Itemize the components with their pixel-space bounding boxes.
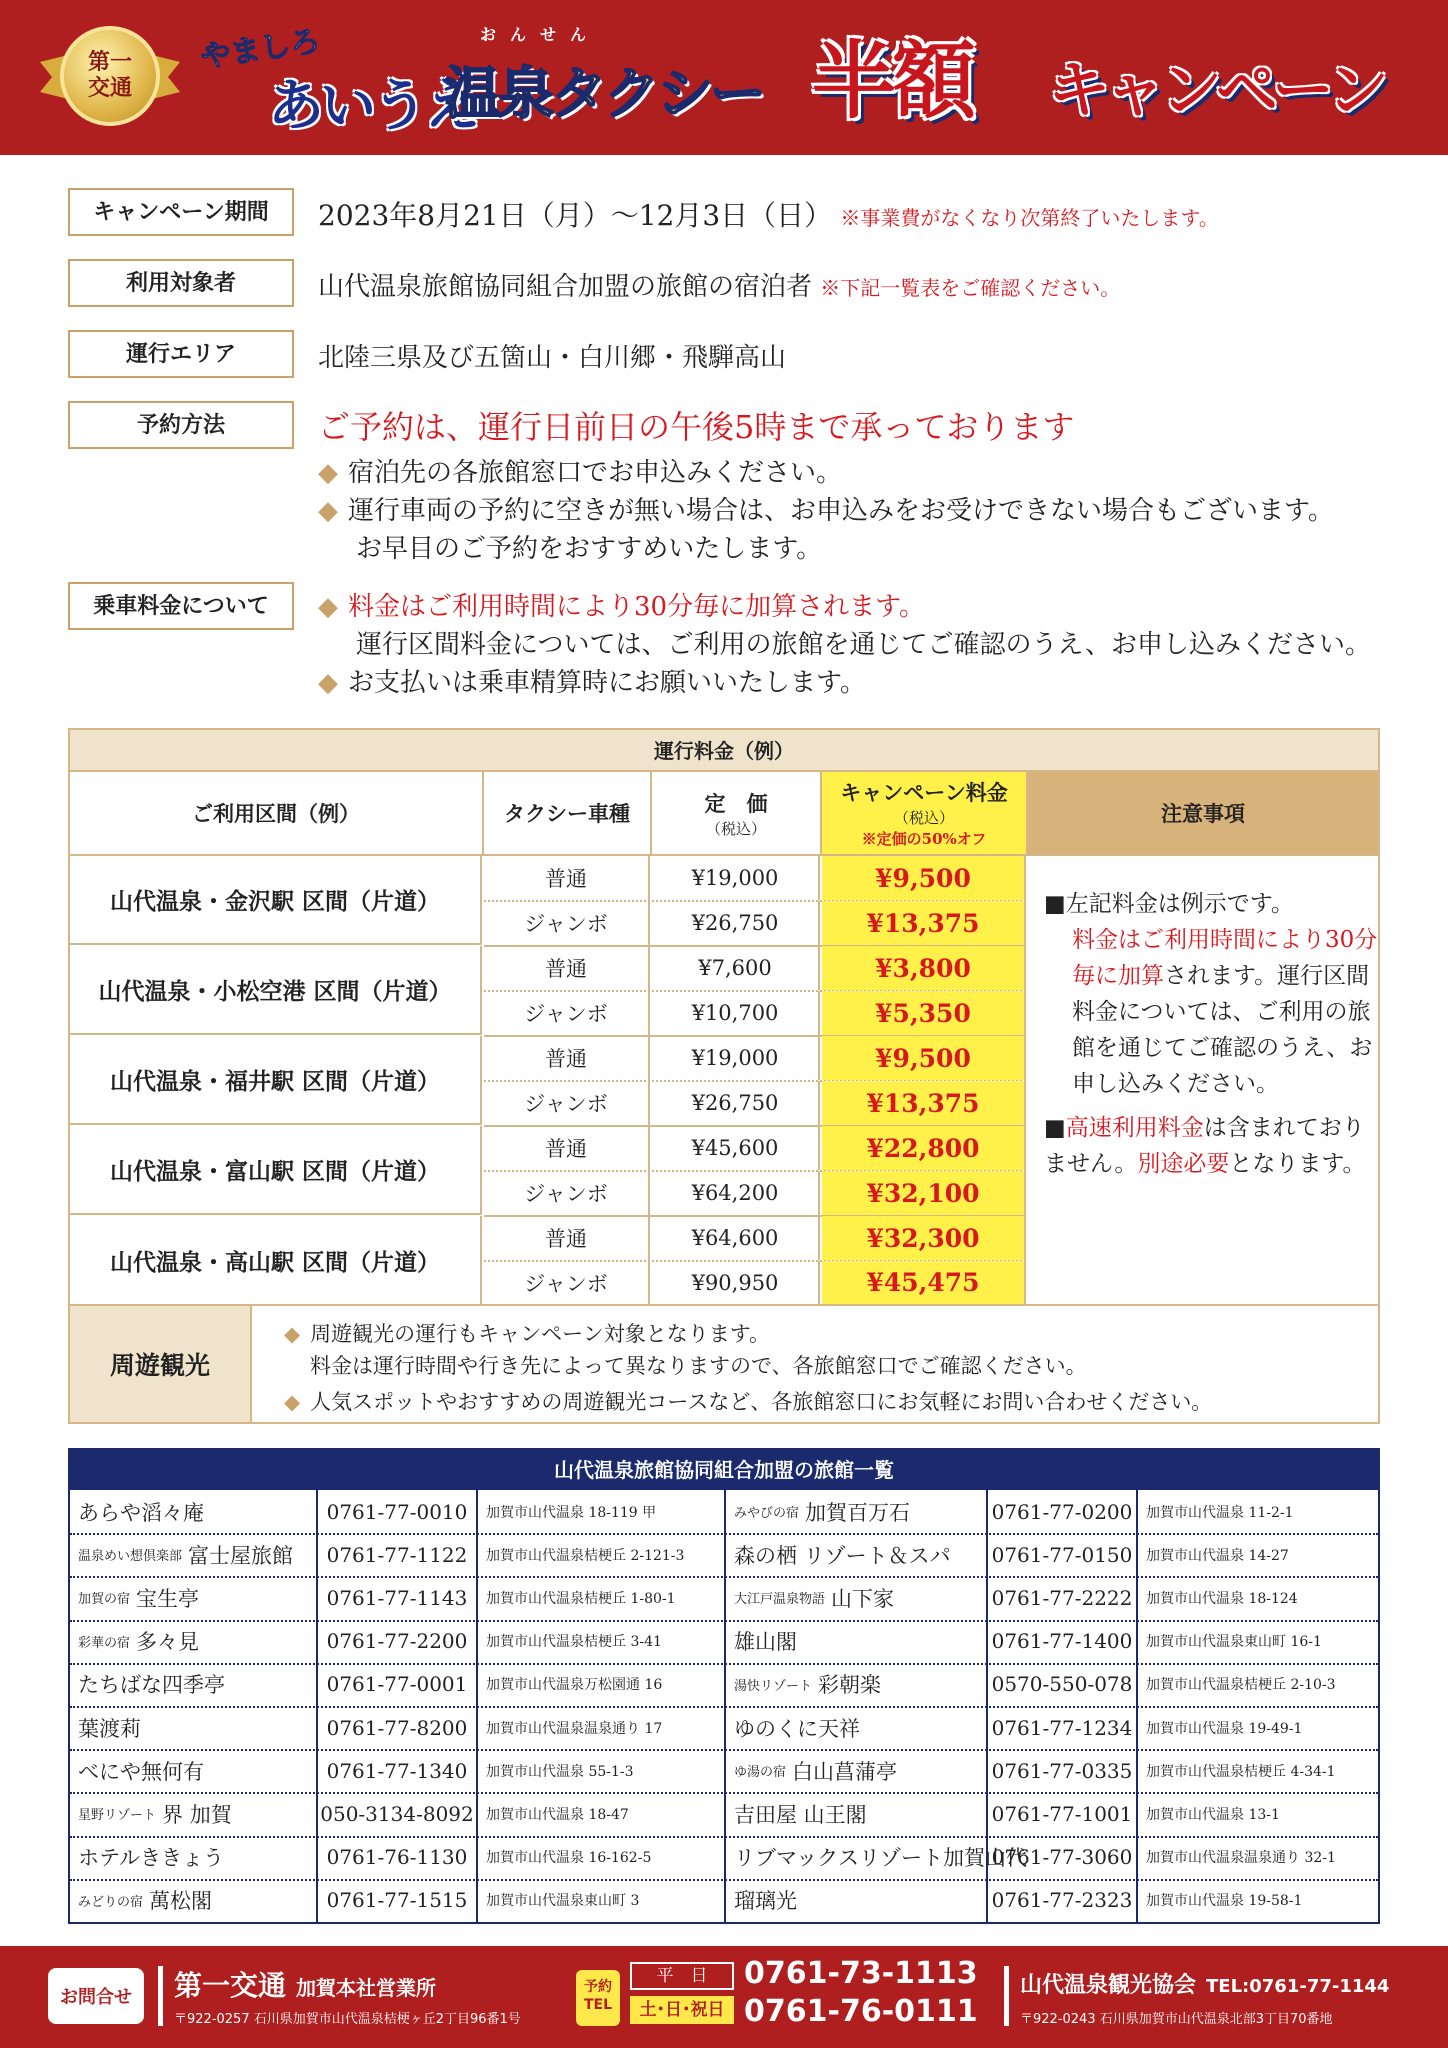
col-notes: 注意事項 xyxy=(1028,772,1378,854)
inn-name-prefix: 星野リゾート xyxy=(78,1808,157,1824)
reserve-heading: ご予約は、運行日前日の午後5時まで承っております xyxy=(318,408,1075,446)
association-address: 〒922-0243 石川県加賀市山代温泉北部3丁目70番地 xyxy=(1020,2012,1333,2027)
daiichi-kotsu-badge xyxy=(40,22,180,132)
inn-name-text: ゆのくに天祥 xyxy=(734,1716,860,1741)
diamond-icon: ◆ xyxy=(284,1390,301,1414)
campaign-price-cell: ¥9,500 xyxy=(822,1036,1026,1080)
inn-address: 加賀市山代温泉 14-27 xyxy=(1146,1547,1289,1564)
inn-list-title: 山代温泉旅館協同組合加盟の旅館一覧 xyxy=(70,1450,1378,1490)
diamond-icon: ◆ xyxy=(318,668,338,698)
campaign-price-cell: ¥22,800 xyxy=(822,1126,1026,1170)
route-cell: 山代温泉・金沢駅 区間（片道） xyxy=(70,856,482,945)
type-cell: ジャンボ xyxy=(484,901,650,945)
target-text: 山代温泉旅館協同組合加盟の旅館の宿泊者 xyxy=(318,272,813,302)
inn-address: 加賀市山代温泉 19-58-1 xyxy=(1146,1893,1303,1910)
inn-name xyxy=(726,1533,986,1576)
tour-section xyxy=(70,1304,1378,1422)
inn-tel[interactable]: 0761-77-2323 xyxy=(991,1888,1133,1913)
price-cell: ¥10,700 xyxy=(652,991,820,1035)
inn-tel[interactable]: 050-3134-8092 xyxy=(320,1801,474,1826)
campaign-price-cell: ¥9,500 xyxy=(822,856,1026,900)
period-note: ※事業費がなくなり次第終了いたします。 xyxy=(840,206,1219,230)
campaign-price-cell: ¥45,475 xyxy=(822,1261,1026,1304)
price-cell: ¥90,950 xyxy=(652,1261,820,1305)
inn-name xyxy=(726,1576,986,1619)
inn-address: 加賀市山代温泉 16-162-5 xyxy=(486,1850,652,1867)
inn-row-divider xyxy=(70,1879,1378,1881)
inn-address: 加賀市山代温泉温泉通り 17 xyxy=(486,1720,663,1737)
footer xyxy=(0,1946,1448,2048)
fare-bullet-1b: 運行区間料金については、ご利用の旅館を通じてご確認のうえ、お申し込みください。 xyxy=(356,630,1372,660)
inn-name-text: 森の栖 リゾート＆スパ xyxy=(734,1543,951,1568)
fare-table-title: 運行料金（例） xyxy=(70,730,1378,772)
inn-name-prefix: 彩華の宿 xyxy=(78,1635,131,1651)
inn-name-prefix: 湯快リゾート xyxy=(734,1678,813,1694)
inn-name-text: 葉渡莉 xyxy=(78,1716,141,1741)
fare-info-label: 乗車料金について xyxy=(68,582,294,630)
target-label: 利用対象者 xyxy=(68,259,294,307)
inn-row-divider xyxy=(70,1792,1378,1794)
inn-list-body xyxy=(70,1490,1378,1922)
area-text: 北陸三県及び五箇山・白川郷・飛騨高山 xyxy=(318,343,787,373)
inn-tel[interactable]: 0761-77-0200 xyxy=(991,1499,1133,1524)
route-cell: 山代温泉・小松空港 区間（片道） xyxy=(70,946,482,1035)
inn-address: 加賀市山代温泉 55-1-3 xyxy=(486,1763,634,1780)
fare-table xyxy=(68,728,1380,1424)
fare-table-body xyxy=(70,856,1378,1304)
inn-tel[interactable]: 0761-77-2200 xyxy=(326,1629,468,1654)
inn-name xyxy=(70,1533,316,1576)
inn-name-text: 山下家 xyxy=(831,1586,895,1611)
inn-name xyxy=(70,1490,316,1533)
campaign-price-cell: ¥5,350 xyxy=(822,991,1026,1035)
price-cell: ¥19,000 xyxy=(652,856,820,900)
inn-tel[interactable]: 0761-77-1400 xyxy=(991,1629,1133,1654)
inn-name xyxy=(70,1749,316,1792)
inn-name-text: リブマックスリゾート加賀山代 xyxy=(734,1846,1027,1871)
type-cell: 普通 xyxy=(484,856,650,900)
campaign-price-cell: ¥13,375 xyxy=(822,901,1026,945)
inn-name-text: 富士屋旅館 xyxy=(188,1543,294,1568)
inn-name xyxy=(70,1620,316,1663)
inn-name-prefix: 加賀の宿 xyxy=(78,1592,131,1608)
inn-name xyxy=(70,1663,316,1706)
col-route: ご利用区間（例） xyxy=(70,772,484,854)
contact-label: お問合せ xyxy=(48,1968,144,2024)
reserve-label: 予約方法 xyxy=(68,401,294,449)
inn-row-divider xyxy=(70,1836,1378,1838)
fare-notes xyxy=(1028,856,1378,1304)
note-2: ■高速利用料金は含まれておりません。別途必要となります。 xyxy=(1044,1115,1366,1177)
note-1: ■左記料金は例示です。 料金はご利用時間により30分毎に加算されます。運行区間料金については、ご利用の旅館を通じてご確認のうえ、お申し込みください。 xyxy=(1044,891,1378,1097)
route-cell: 山代温泉・福井駅 区間（片道） xyxy=(70,1036,482,1125)
title-hangaku: 半額 xyxy=(812,32,973,130)
holiday-label: 土･日･祝日 xyxy=(630,1996,734,2024)
price-cell: ¥45,600 xyxy=(652,1126,820,1170)
title-airue: あいうえ xyxy=(268,74,476,139)
title-onsen-taxi: 温泉タクシー xyxy=(445,62,763,127)
inn-row-divider xyxy=(70,1533,1378,1535)
price-cell: ¥64,600 xyxy=(652,1216,820,1260)
price-cell: ¥7,600 xyxy=(652,946,820,990)
inn-tel[interactable]: 0761-77-1340 xyxy=(326,1758,468,1783)
inn-address: 加賀市山代温泉温泉通り 32-1 xyxy=(1146,1850,1336,1867)
route-cell: 山代温泉・富山駅 区間（片道） xyxy=(70,1126,482,1215)
target-row xyxy=(318,266,1120,303)
tour-line-2: ◆ 人気スポットやおすすめの周遊観光コースなど、各旅館窓口にお気軽にお問い合わせください。 xyxy=(284,1390,1213,1414)
diamond-icon: ◆ xyxy=(318,592,338,622)
inn-tel[interactable]: 0761-77-0150 xyxy=(991,1542,1133,1567)
inn-address: 加賀市山代温泉万松園通 16 xyxy=(486,1677,663,1694)
inn-name-text: 白山菖蒲亭 xyxy=(792,1759,898,1784)
footer-divider xyxy=(158,1966,163,2026)
diamond-icon: ◆ xyxy=(318,458,338,488)
inn-tel[interactable]: 0761-77-3060 xyxy=(991,1845,1133,1870)
inn-tel[interactable]: 0761-76-1130 xyxy=(326,1845,468,1870)
inn-name xyxy=(726,1663,986,1706)
inn-tel[interactable]: 0761-77-1143 xyxy=(326,1585,468,1610)
inn-name-text: 多々見 xyxy=(136,1630,200,1655)
inn-name-prefix: みどりの宿 xyxy=(78,1894,144,1910)
title-onsen-ruby: おんせん xyxy=(480,25,601,44)
inn-tel[interactable]: 0761-77-0010 xyxy=(326,1499,468,1524)
diamond-icon: ◆ xyxy=(318,496,338,526)
price-cell: ¥26,750 xyxy=(652,1081,820,1125)
inn-address: 加賀市山代温泉 18-47 xyxy=(486,1806,629,1823)
company-name: 第一交通 加賀本社営業所 xyxy=(174,1969,437,2002)
inn-address: 加賀市山代温泉桔梗丘 4-34-1 xyxy=(1146,1763,1336,1780)
inn-row-divider xyxy=(70,1620,1378,1622)
inn-name xyxy=(726,1836,1027,1879)
inn-name xyxy=(726,1706,986,1749)
inn-name-text: 瑠璃光 xyxy=(734,1889,797,1914)
price-cell: ¥19,000 xyxy=(652,1036,820,1080)
inn-list xyxy=(68,1448,1380,1924)
inn-name xyxy=(70,1706,316,1749)
type-cell: ジャンボ xyxy=(484,1171,650,1215)
weekday-tel[interactable]: 0761-73-1113 xyxy=(744,1956,978,1991)
reserve-tel-badge: 予約 TEL xyxy=(576,1970,620,2026)
col-type: タクシー車種 xyxy=(484,772,652,854)
price-cell: ¥64,200 xyxy=(652,1171,820,1215)
period-text: 2023年8月21日（月）～12月3日（日） xyxy=(318,199,833,232)
inn-address: 加賀市山代温泉 13-1 xyxy=(1146,1806,1280,1823)
inn-address: 加賀市山代温泉桔梗丘 3-41 xyxy=(486,1634,662,1651)
fare-bullet-2: ◆ お支払いは乗車精算時にお願いいたします。 xyxy=(318,668,866,698)
inn-name-prefix: 温泉めい想倶楽部 xyxy=(78,1549,183,1565)
fare-bullet-1: ◆ 料金はご利用時間により30分毎に加算されます。 xyxy=(318,592,926,622)
inn-name-text: 加賀百万石 xyxy=(805,1500,911,1525)
inn-name-text: ホテルききょう xyxy=(78,1846,224,1871)
inn-address: 加賀市山代温泉東山町 3 xyxy=(486,1893,640,1910)
holiday-tel[interactable]: 0761-76-0111 xyxy=(744,1994,978,2029)
type-cell: 普通 xyxy=(484,946,650,990)
inn-address: 加賀市山代温泉 18-124 xyxy=(1146,1590,1298,1607)
inn-address: 加賀市山代温泉 18-119 甲 xyxy=(486,1504,657,1521)
tour-label: 周遊観光 xyxy=(70,1306,252,1422)
type-cell: ジャンボ xyxy=(484,1081,650,1125)
inn-name-prefix: ゆ湯の宿 xyxy=(734,1765,787,1781)
area-label: 運行エリア xyxy=(68,330,294,378)
inn-name-prefix: みやびの宿 xyxy=(734,1506,800,1521)
inn-name xyxy=(726,1792,986,1835)
inn-name xyxy=(726,1620,986,1663)
fare-table-header xyxy=(70,772,1378,856)
inn-address: 加賀市山代温泉桔梗丘 2-10-3 xyxy=(1146,1677,1336,1694)
inn-tel[interactable]: 0761-77-1515 xyxy=(326,1888,468,1913)
type-cell: 普通 xyxy=(484,1036,650,1080)
inn-tel[interactable]: 0761-77-0335 xyxy=(991,1758,1133,1783)
tour-line-1b: 料金は運行時間や行き先によって異なりますので、各旅館窓口でご確認ください。 xyxy=(310,1354,1087,1378)
diamond-icon: ◆ xyxy=(284,1322,301,1346)
type-cell: 普通 xyxy=(484,1216,650,1260)
inn-address: 加賀市山代温泉桔梗丘 2-121-3 xyxy=(486,1547,685,1564)
inn-name-text: 界 加賀 xyxy=(162,1802,232,1827)
inn-tel[interactable]: 0570-550-078 xyxy=(991,1672,1133,1697)
col-price: 定 価 （税込） xyxy=(652,772,822,854)
inn-tel[interactable]: 0761-77-0001 xyxy=(326,1672,468,1697)
col-campaign: キャンペーン料金 （税込） ※定価の50%オフ xyxy=(822,772,1028,854)
badge-text: 第一 交通 xyxy=(87,50,132,101)
inn-name-text: 萬松閣 xyxy=(149,1889,213,1914)
inn-row-divider xyxy=(70,1576,1378,1578)
reserve-bullet-1: ◆ 宿泊先の各旅館窓口でお申込みください。 xyxy=(318,458,843,488)
inn-name xyxy=(726,1490,986,1533)
company-address: 〒922-0257 石川県加賀市山代温泉桔梗ヶ丘2丁目96番1号 xyxy=(174,2012,521,2027)
reserve-bullet-2: ◆ 運行車両の予約に空きが無い場合は、お申込みをお受けできない場合もございます。 xyxy=(318,496,1334,526)
inn-name xyxy=(70,1879,316,1922)
inn-tel[interactable]: 0761-77-1234 xyxy=(991,1715,1133,1740)
inn-name-text: 雄山閣 xyxy=(734,1630,797,1655)
inn-name-prefix: 大江戸温泉物語 xyxy=(734,1592,826,1608)
header-banner xyxy=(0,0,1448,155)
inn-tel[interactable]: 0761-77-1001 xyxy=(991,1801,1133,1826)
inn-row-divider xyxy=(70,1663,1378,1665)
tourism-association: 山代温泉観光協会 TEL:0761-77-1144 xyxy=(1020,1973,1390,1998)
weekday-label: 平 日 xyxy=(630,1962,734,1990)
footer-divider xyxy=(1004,1966,1009,2026)
campaign-price-cell: ¥3,800 xyxy=(822,946,1026,990)
inn-name xyxy=(70,1576,316,1619)
inn-name-text: 彩朝楽 xyxy=(818,1673,882,1698)
inn-address: 加賀市山代温泉桔梗丘 1-80-1 xyxy=(486,1590,676,1607)
inn-tel[interactable]: 0761-77-8200 xyxy=(326,1715,468,1740)
inn-tel[interactable]: 0761-77-1122 xyxy=(326,1542,468,1567)
title-yamashiro: やましろ xyxy=(198,23,323,76)
inn-name-text: 吉田屋 山王閣 xyxy=(734,1802,867,1827)
inn-name xyxy=(70,1836,316,1879)
price-cell: ¥26,750 xyxy=(652,901,820,945)
type-cell: ジャンボ xyxy=(484,991,650,1035)
campaign-price-cell: ¥13,375 xyxy=(822,1081,1026,1125)
inn-tel[interactable]: 0761-77-2222 xyxy=(991,1585,1133,1610)
period-row xyxy=(318,194,1219,234)
inn-name-text: あらや滔々庵 xyxy=(78,1500,204,1525)
route-cell: 山代温泉・高山駅 区間（片道） xyxy=(70,1216,482,1304)
inn-row-divider xyxy=(70,1706,1378,1708)
inn-name xyxy=(726,1879,986,1922)
type-cell: 普通 xyxy=(484,1126,650,1170)
reserve-bullet-2b: お早目のご予約をおすすめいたします。 xyxy=(356,534,823,564)
type-cell: ジャンボ xyxy=(484,1261,650,1305)
inn-address: 加賀市山代温泉東山町 16-1 xyxy=(1146,1634,1322,1651)
campaign-price-cell: ¥32,100 xyxy=(822,1171,1026,1215)
title-campaign: キャンペーン xyxy=(1048,53,1383,126)
target-note: ※下記一覧表をご確認ください。 xyxy=(820,276,1121,300)
inn-name-text: 宝生亭 xyxy=(136,1586,200,1611)
tour-line-1: ◆ 周遊観光の運行もキャンペーン対象となります。 xyxy=(284,1322,771,1346)
inn-name-text: べにや無何有 xyxy=(78,1759,204,1784)
inn-name xyxy=(70,1792,316,1835)
inn-address: 加賀市山代温泉 19-49-1 xyxy=(1146,1720,1303,1737)
campaign-price-cell: ¥32,300 xyxy=(822,1216,1026,1260)
inn-name-text: たちばな四季亭 xyxy=(78,1673,225,1698)
period-label: キャンペーン期間 xyxy=(68,188,294,236)
inn-row-divider xyxy=(70,1749,1378,1751)
inn-address: 加賀市山代温泉 11-2-1 xyxy=(1146,1504,1294,1521)
inn-name xyxy=(726,1749,986,1792)
